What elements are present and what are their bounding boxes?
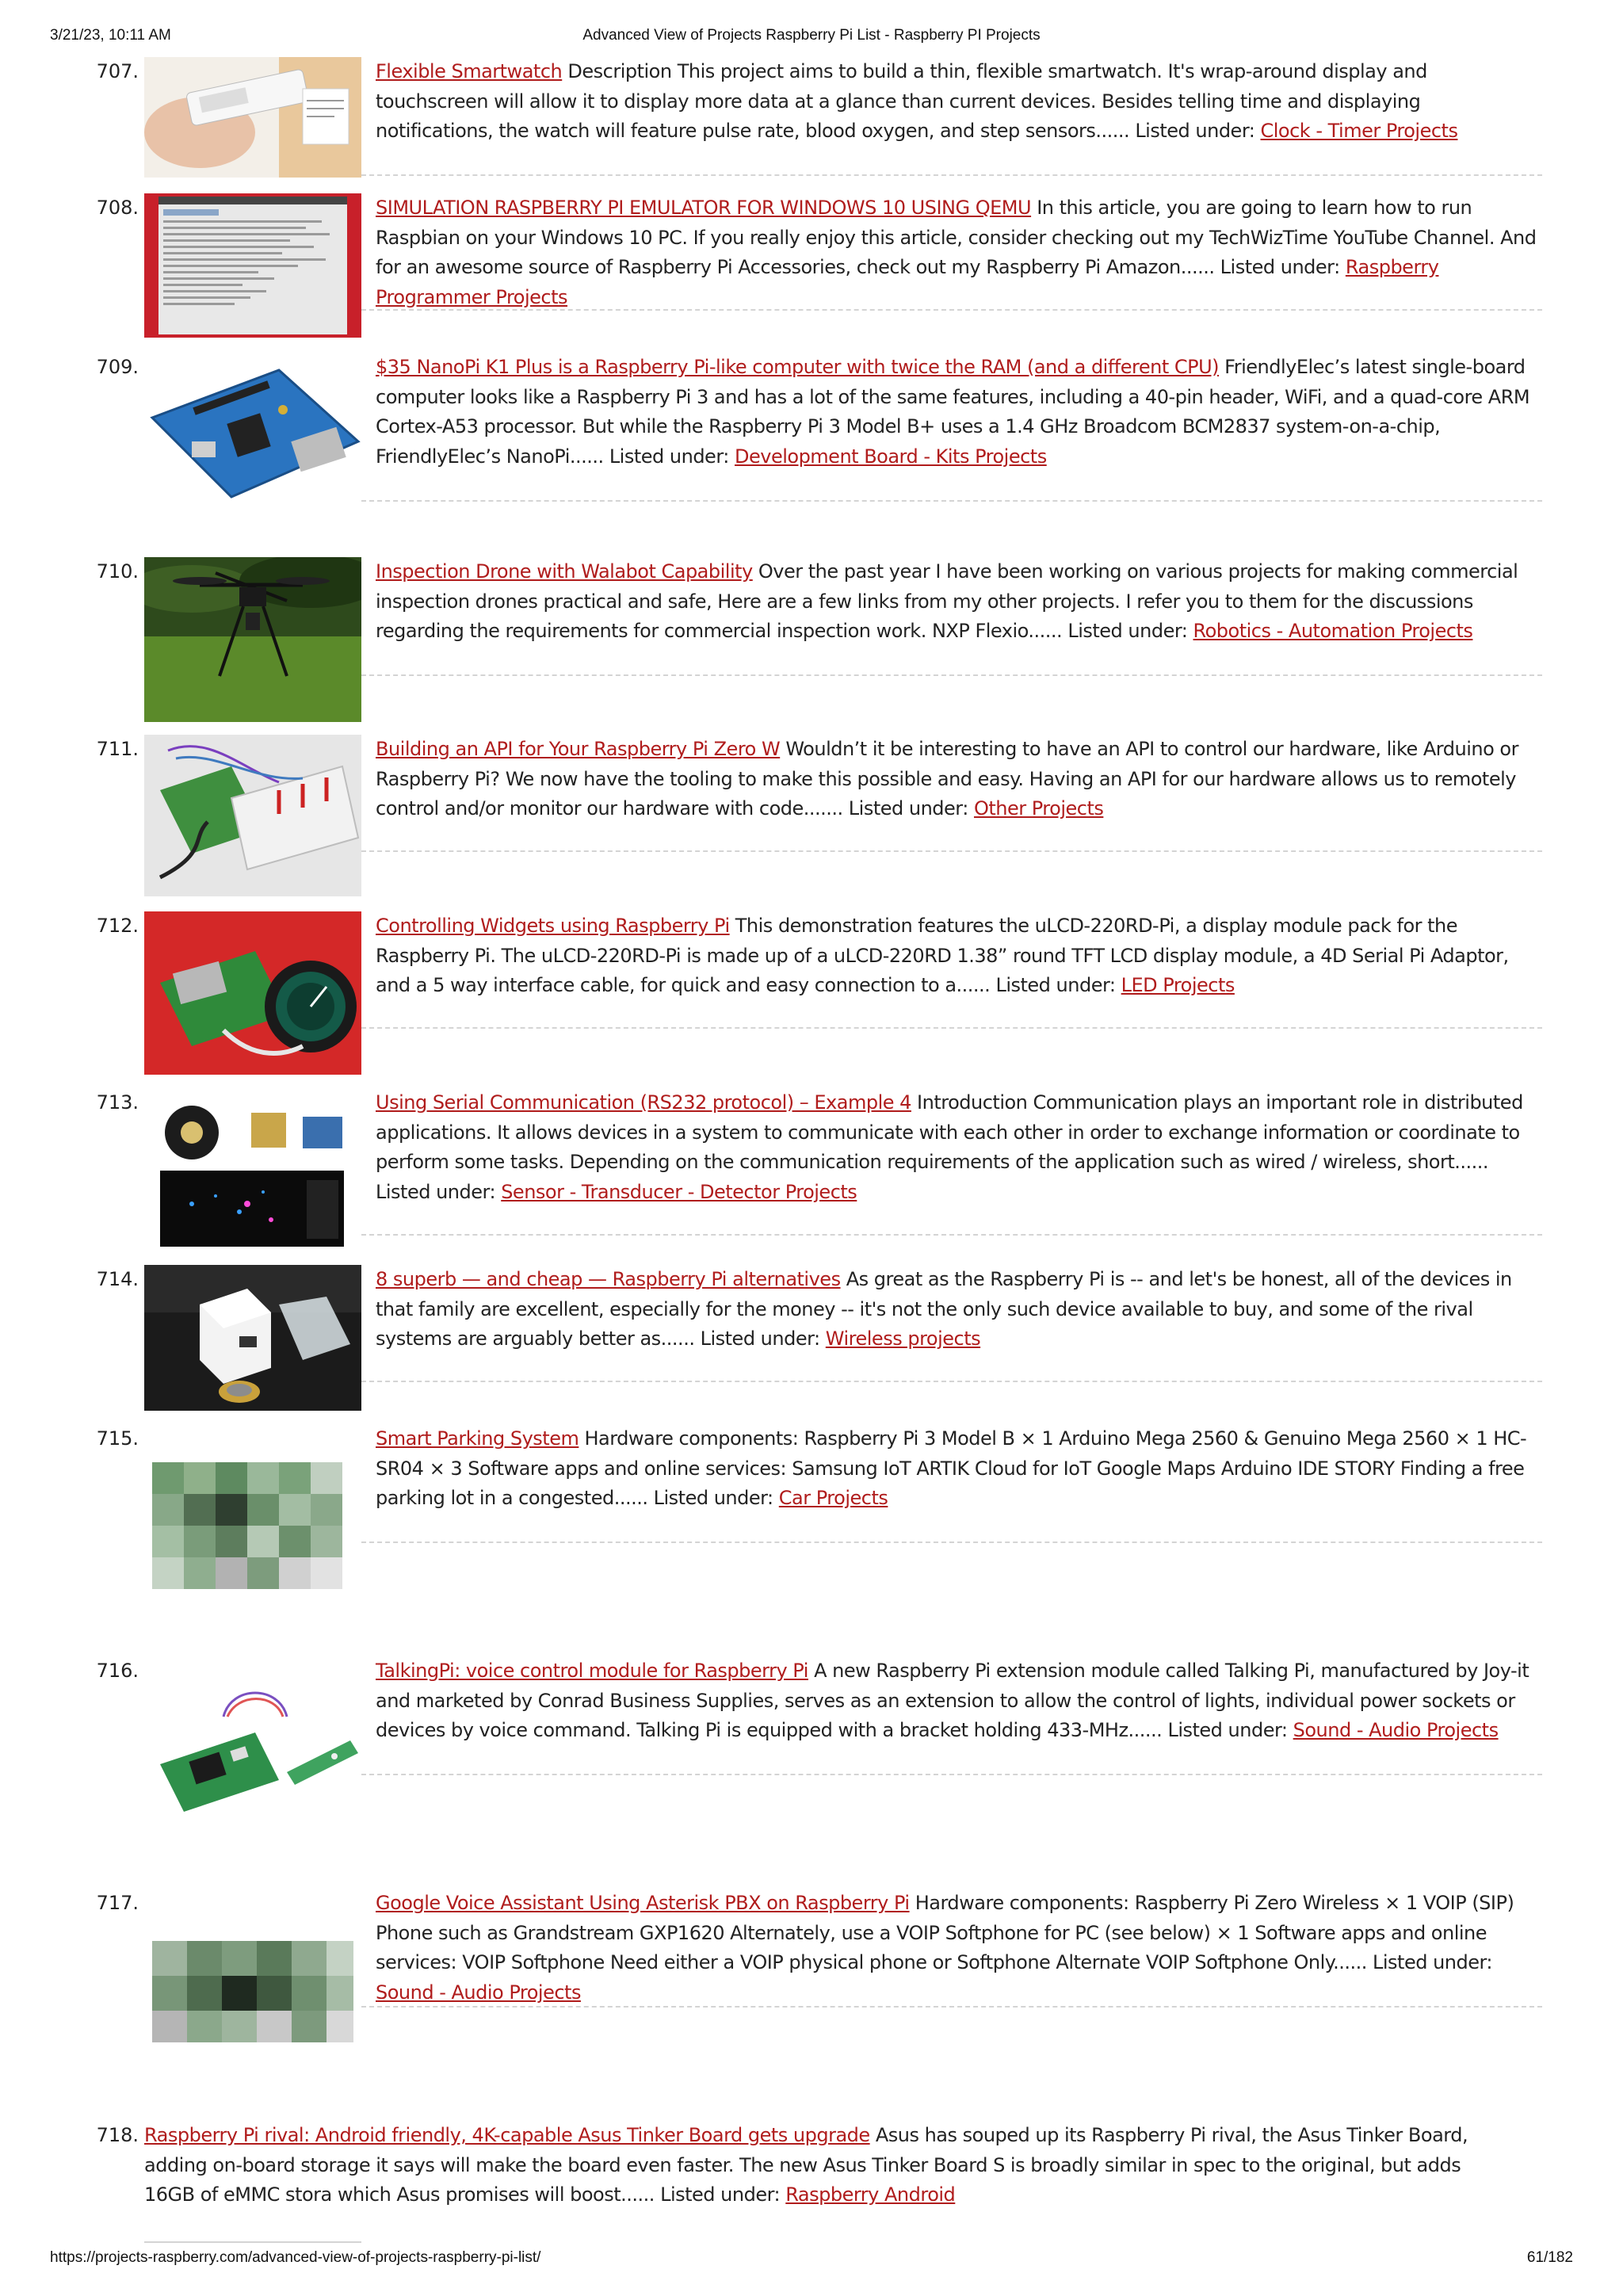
talkingpi-module-photo xyxy=(144,1685,361,1828)
listed-under-label: Listed under: xyxy=(660,2183,781,2206)
listed-under-label: Listed under: xyxy=(700,1328,820,1350)
pixelated-board-photo xyxy=(144,1454,361,1605)
item-number: 712. xyxy=(96,915,139,937)
item-description: This demonstration features the uLCD-220RD-Pi, a display module pack for the Raspberry Pi. The uLCD-220RD-Pi is made up of a uLCD-220RD 1.38” round TFT LCD display module, a 4D Serial Pi Adaptor, and a 5 way interface cable, for quick and easy connection to a...... xyxy=(376,915,1509,996)
round-display-photo xyxy=(144,911,361,1075)
item-number: 708. xyxy=(96,197,139,219)
drone-photo xyxy=(144,557,361,722)
listed-under-label: Listed under: xyxy=(848,797,968,819)
item-category-link[interactable]: Raspberry Programmer Projects xyxy=(376,256,1439,308)
item-title-link[interactable]: Building an API for Your Raspberry Pi Zero W xyxy=(376,738,781,760)
separator xyxy=(361,500,1542,502)
item-number: 707. xyxy=(96,60,139,82)
print-page-title: Advanced View of Projects Raspberry Pi List - Raspberry PI Projects xyxy=(582,27,1041,44)
item-category-link[interactable]: Clock - Timer Projects xyxy=(1260,120,1458,142)
item-description: Over the past year I have been working on various projects for making commercial inspection drones practical and safe, Here are a few links from my other projects. I refer you to them for the discussions regarding the requirements for commercial inspection work. NXP Flexio...... xyxy=(376,560,1518,642)
item-title-link[interactable]: SIMULATION RASPBERRY PI EMULATOR FOR WINDOWS 10 USING QEMU xyxy=(376,197,1032,219)
listed-under-label: Listed under: xyxy=(376,1180,496,1203)
item-number: 709. xyxy=(96,356,139,378)
item-title-link[interactable]: Flexible Smartwatch xyxy=(376,60,563,82)
item-text xyxy=(376,57,1542,147)
listed-under-label: Listed under: xyxy=(653,1487,773,1509)
item-description: FriendlyElec’s latest single-board computer looks like a Raspberry Pi 3 and has a lot of the same features, including a 40-pin header, WiFi, and a quad-core ARM Cortex-A53 processor. But while the Raspberry Pi 3 Model B+ uses a 1.4 GHz Broadcom BCM2837 system-on-a-chip, FriendlyElec’s NanoPi...... xyxy=(376,356,1530,468)
pi-zero-photo xyxy=(144,1917,361,2068)
item-text xyxy=(376,1424,1542,1514)
separator xyxy=(361,1381,1542,1382)
item-category-link[interactable]: Other Projects xyxy=(973,797,1104,819)
item-description: Description This project aims to build a thin, flexible smartwatch. It's wrap-around display and touchscreen will allow it to display more data at a glance than current devices. Besides telling time and displaying notifications, the watch will feature pulse rate, blood oxygen, and step sensors...... xyxy=(376,60,1427,142)
item-text xyxy=(376,1889,1542,2008)
item-category-link[interactable]: Raspberry Android xyxy=(785,2183,956,2206)
item-description: Hardware components: Raspberry Pi Zero Wireless × 1 VOIP (SIP) Phone such as Grandstream GXP1620 Alternately, use a VOIP Softphone for PC (see below) × 1 Software apps and online services: VOIP Softphone Need either a VOIP physical phone or Softphone Alternate VOIP Softphone Only...... xyxy=(376,1892,1514,1973)
print-footer xyxy=(0,2249,1623,2281)
mini-computers-photo xyxy=(144,1265,361,1411)
item-title-link[interactable]: TalkingPi: voice control module for Raspberry Pi xyxy=(376,1660,808,1682)
item-title-link[interactable]: Controlling Widgets using Raspberry Pi xyxy=(376,915,730,937)
emulator-screenshot xyxy=(144,193,361,338)
separator xyxy=(361,309,1542,311)
listed-under-label: Listed under: xyxy=(1372,1951,1493,1973)
item-text xyxy=(376,1088,1542,1207)
item-title-link[interactable]: Using Serial Communication (RS232 protocol) – Example 4 xyxy=(376,1091,911,1114)
item-text xyxy=(376,1656,1542,1746)
listed-under-label: Listed under: xyxy=(609,445,729,468)
item-title-link[interactable]: Smart Parking System xyxy=(376,1427,579,1450)
item-category-link[interactable]: Sound - Audio Projects xyxy=(376,1981,581,2004)
listed-under-label: Listed under: xyxy=(1135,120,1255,142)
item-text xyxy=(376,193,1542,312)
item-text xyxy=(376,1265,1542,1354)
item-text xyxy=(376,353,1542,472)
nanopi-board-photo xyxy=(144,362,361,505)
separator xyxy=(361,1027,1542,1029)
item-description: Wouldn’t it be interesting to have an API to control our hardware, like Arduino or Raspberry Pi? We now have the tooling to make this possible and easy. Having an API for our hardware allows us to remotely control and/or monitor our hardware with code....... xyxy=(376,738,1518,819)
gps-modules-photo xyxy=(144,1093,361,1251)
print-page-number: 61/182 xyxy=(1526,2249,1573,2266)
item-number: 716. xyxy=(96,1660,139,1682)
item-description: In this article, you are going to learn how to run Raspbian on your Windows 10 PC. If you really enjoy this article, consider checking out my TechWizTime YouTube Channel. And for an awesome source of Raspberry Pi Accessories, check out my Raspberry Pi Amazon...... xyxy=(376,197,1537,278)
item-title-link[interactable]: 8 superb — and cheap — Raspberry Pi alternatives xyxy=(376,1268,841,1290)
listed-under-label: Listed under: xyxy=(1220,256,1340,278)
item-number: 714. xyxy=(96,1268,139,1290)
item-number: 711. xyxy=(96,738,139,760)
item-description: As great as the Raspberry Pi is -- and let's be honest, all of the devices in that family are excellent, especially for the money -- it's not the only such device available to buy, and some of the rival systems are arguably better as...... xyxy=(376,1268,1512,1350)
print-header xyxy=(0,27,1623,59)
item-description: Hardware components: Raspberry Pi 3 Model B × 1 Arduino Mega 2560 & Genuino Mega 2560 × 1 HC-SR04 × 3 Software apps and online services: Samsung IoT ARTIK Cloud for IoT Google Maps Arduino IDE STORY Finding a free parking lot in a congested...... xyxy=(376,1427,1527,1509)
print-url: https://projects-raspberry.com/advanced-view-of-projects-raspberry-pi-list/ xyxy=(50,2249,541,2266)
separator xyxy=(361,850,1542,852)
listed-under-label: Listed under: xyxy=(1167,1719,1288,1741)
smartwatch-photo xyxy=(144,57,361,178)
item-category-link[interactable]: Development Board - Kits Projects xyxy=(735,445,1047,468)
item-category-link[interactable]: Sound - Audio Projects xyxy=(1293,1719,1499,1741)
item-number: 710. xyxy=(96,560,139,583)
separator xyxy=(361,174,1542,176)
item-title-link[interactable]: $35 NanoPi K1 Plus is a Raspberry Pi-like computer with twice the RAM (and a different CPU) xyxy=(376,356,1220,378)
item-category-link[interactable]: Car Projects xyxy=(778,1487,888,1509)
print-datetime: 3/21/23, 10:11 AM xyxy=(50,27,171,44)
item-description: Asus has souped up its Raspberry Pi rival, the Asus Tinker Board, adding on-board storage it says will make the board even faster. The new Asus Tinker Board S is broadly similar in spec to the original, but adds 16GB of eMMC stora which Asus promises will boost...... xyxy=(144,2124,1468,2206)
item-text xyxy=(376,911,1542,1001)
item-title-link[interactable]: Google Voice Assistant Using Asterisk PBX on Raspberry Pi xyxy=(376,1892,910,1914)
item-text xyxy=(376,735,1542,824)
item-number: 717. xyxy=(96,1892,139,1914)
item-category-link[interactable]: Wireless projects xyxy=(825,1328,981,1350)
listed-under-label: Listed under: xyxy=(995,974,1116,996)
separator xyxy=(361,1234,1542,1236)
item-text xyxy=(144,2121,1491,2210)
item-text xyxy=(376,557,1542,647)
item-title-link[interactable]: Inspection Drone with Walabot Capability xyxy=(376,560,753,583)
separator xyxy=(361,2006,1542,2008)
item-number: 713. xyxy=(96,1091,139,1114)
item-number: 718. xyxy=(96,2124,139,2146)
listed-under-label: Listed under: xyxy=(1067,620,1188,642)
item-category-link[interactable]: Sensor - Transducer - Detector Projects xyxy=(501,1180,857,1203)
item-description: A new Raspberry Pi extension module called Talking Pi, manufactured by Joy-it and marketed by Conrad Business Supplies, serves as an extension to allow the control of lights, individual power sockets or devices by voice command. Talking Pi is equipped with a bracket holding 433-MHz...... xyxy=(376,1660,1529,1741)
item-category-link[interactable]: LED Projects xyxy=(1121,974,1235,996)
item-title-link[interactable]: Raspberry Pi rival: Android friendly, 4K-capable Asus Tinker Board gets upgrade xyxy=(144,2124,870,2146)
item-description: Introduction Communication plays an important role in distributed applications. It allows devices in a system to communicate with each other in order to exchange information or coordinate to perform some tasks. Depending on the communication requirements of the application such as wired / wireless, short...... xyxy=(376,1091,1523,1173)
separator xyxy=(361,674,1542,676)
separator xyxy=(361,1541,1542,1543)
item-category-link[interactable]: Robotics - Automation Projects xyxy=(1193,620,1473,642)
breadboard-photo xyxy=(144,735,361,896)
item-number: 715. xyxy=(96,1427,139,1450)
separator xyxy=(144,2241,361,2243)
separator xyxy=(361,1774,1542,1775)
